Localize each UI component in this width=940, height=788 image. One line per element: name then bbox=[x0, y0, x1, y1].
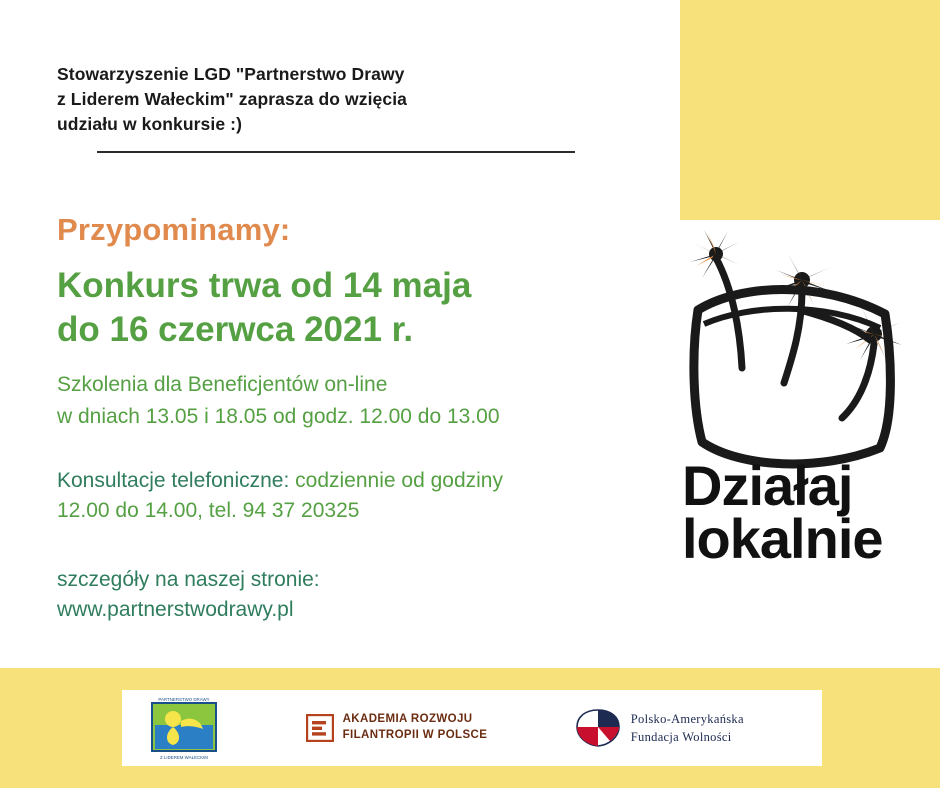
training-line-1: Szkolenia dla Beneficjentów on-line bbox=[57, 373, 388, 397]
footer-logo-strip bbox=[122, 690, 822, 766]
lgd-logo-icon bbox=[147, 693, 221, 763]
header-line-3: udziału w konkursie :) bbox=[57, 113, 243, 134]
consultation-value-2: 12.00 do 14.00, tel. 94 37 20325 bbox=[57, 499, 360, 523]
reminder-heading: Przypominamy: bbox=[57, 212, 291, 247]
headline-line-1: Konkurs trwa od 14 maja bbox=[57, 266, 472, 305]
arfp-line-1: AKADEMIA ROZWOJU bbox=[342, 713, 473, 726]
consultation-value-1: codziennie od godziny bbox=[289, 468, 503, 492]
svg-text:PARTNERSTWO DRAWY: PARTNERSTWO DRAWY bbox=[158, 697, 210, 702]
header-line-1: Stowarzyszenie LGD "Partnerstwo Drawy bbox=[57, 64, 405, 84]
website-url[interactable]: www.partnerstwodrawy.pl bbox=[57, 598, 294, 622]
dzialaj-lokalnie-artwork bbox=[680, 218, 916, 570]
details-label: szczegóły na naszej stronie: bbox=[57, 567, 320, 591]
consultation-label: Konsultacje telefoniczne: bbox=[57, 468, 290, 492]
dzialaj-lokalnie-icon bbox=[680, 218, 916, 570]
header-text bbox=[57, 62, 577, 137]
svg-text:lokalnie: lokalnie bbox=[682, 507, 883, 570]
akademia-rozwoju-filantropii-logo bbox=[246, 690, 553, 766]
pafw-line-1: Polsko-Amerykańska bbox=[630, 711, 744, 726]
arfp-mark-icon bbox=[306, 714, 334, 742]
consultation-block bbox=[57, 466, 657, 527]
main-text-block bbox=[57, 212, 657, 626]
details-block bbox=[57, 565, 657, 626]
header-underline-rule bbox=[97, 151, 575, 153]
training-line-2: w dniach 13.05 i 18.05 od godz. 12.00 do 13.00 bbox=[57, 405, 500, 428]
headline-block bbox=[57, 264, 657, 352]
pafw-line-2: Fundacja Wolności bbox=[630, 730, 732, 744]
svg-text:Działaj: Działaj bbox=[682, 454, 853, 517]
pafw-text bbox=[631, 710, 744, 746]
header-line-2: z Liderem Wałeckim" zaprasza do wzięcia bbox=[57, 88, 408, 109]
headline-line-2: do 16 czerwca 2021 r. bbox=[57, 310, 414, 350]
svg-text:Z LIDEREM WAŁECKIM: Z LIDEREM WAŁECKIM bbox=[159, 755, 208, 760]
polsko-amerykanska-fundacja-wolnosci-logo bbox=[553, 690, 822, 766]
lgd-partnerstwo-drawy-logo bbox=[122, 690, 246, 766]
arfp-line-2: FILANTROPII W POLSCE bbox=[342, 729, 488, 741]
arfp-text bbox=[343, 712, 488, 743]
pafw-mark-icon bbox=[575, 708, 621, 748]
yellow-accent-block bbox=[680, 0, 940, 220]
